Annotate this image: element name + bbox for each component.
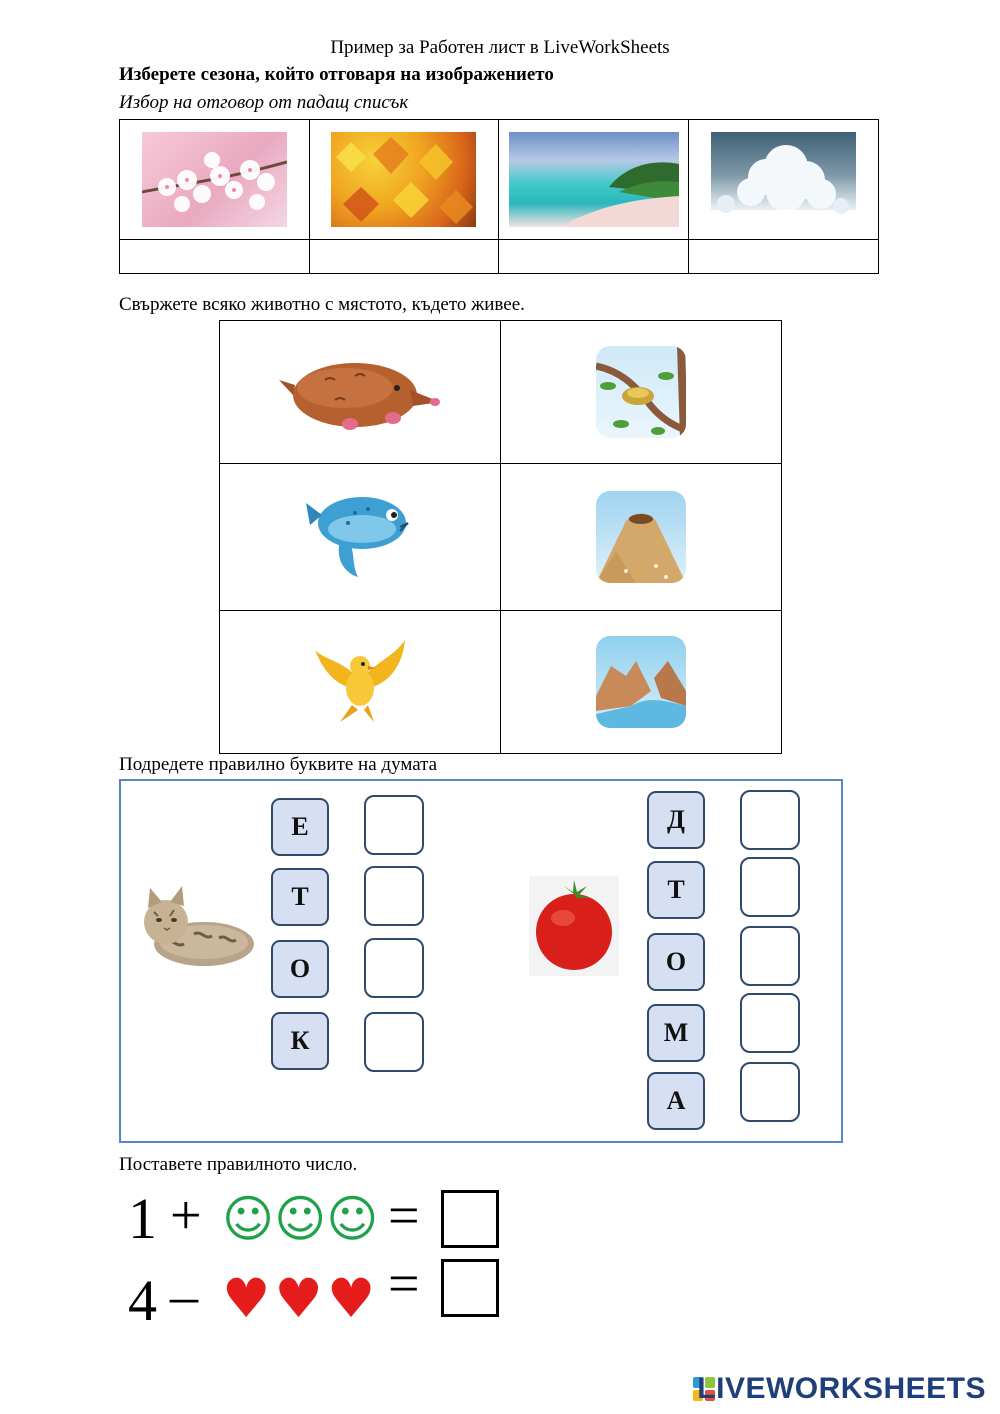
season-cell-2: [309, 120, 499, 240]
letter-tile[interactable]: Т: [271, 868, 329, 926]
habitat-cell-molehill[interactable]: [501, 464, 782, 611]
season-cell-4: [689, 120, 879, 240]
fish-picture[interactable]: [300, 485, 420, 585]
letter-slot[interactable]: [740, 1062, 800, 1122]
season-answer-4[interactable]: [689, 240, 879, 274]
eq1-operator: +: [170, 1185, 202, 1247]
letter-slot[interactable]: [364, 1012, 424, 1072]
letter-tile[interactable]: Е: [271, 798, 329, 856]
seasons-heading: Изберете сезона, който отговаря на изображението: [119, 64, 554, 85]
letter-slot[interactable]: [364, 795, 424, 855]
smiley-icon: ☺: [274, 1190, 327, 1248]
heart-icon: ♥: [274, 1267, 323, 1330]
letter-slot[interactable]: [364, 938, 424, 998]
autumn-leaves-photo: [331, 132, 476, 227]
heart-icon: ♥: [326, 1267, 376, 1330]
eq2-hearts: [222, 1267, 376, 1330]
snowy-tree-photo: [711, 132, 856, 227]
river-in-mountains-picture[interactable]: [596, 636, 686, 728]
smiley-icon: ☺: [222, 1190, 275, 1248]
smiley-icon: ☺: [326, 1190, 379, 1248]
letter-tile[interactable]: К: [271, 1012, 329, 1070]
cat-photo: [124, 872, 258, 972]
document-title: Пример за Работен лист в LiveWorkSheets: [330, 37, 670, 58]
letter-tile[interactable]: О: [271, 940, 329, 998]
letter-slot[interactable]: [740, 790, 800, 850]
animal-cell-fish[interactable]: [220, 464, 501, 611]
seasons-table: [119, 119, 879, 274]
letter-tile[interactable]: Д: [647, 791, 705, 849]
season-cell-1: [120, 120, 310, 240]
season-answer-2[interactable]: [309, 240, 499, 274]
letter-slot[interactable]: [364, 866, 424, 926]
tomato-photo: [529, 876, 619, 976]
mole-picture[interactable]: [275, 340, 445, 440]
heart-icon: ♥: [222, 1267, 271, 1330]
eq2-operator: –: [170, 1265, 198, 1327]
math-heading: Поставете правилното число.: [119, 1154, 358, 1175]
cherry-blossom-photo: [142, 132, 287, 227]
animal-cell-bird[interactable]: [220, 611, 501, 754]
season-answer-3[interactable]: [499, 240, 689, 274]
nest-in-tree-picture[interactable]: [596, 346, 686, 438]
letter-tile[interactable]: М: [647, 1004, 705, 1062]
letter-slot[interactable]: [740, 857, 800, 917]
seasons-instruction: Избор на отговор от падащ списък: [119, 92, 409, 113]
letter-tile[interactable]: О: [647, 933, 705, 991]
tropical-beach-photo: [509, 132, 679, 227]
liveworksheets-brand: LIVEWORKSHEETS: [697, 1372, 986, 1405]
letters-heading: Подредете правилно буквите на думата: [119, 754, 438, 775]
eq1-equals: =: [388, 1185, 420, 1247]
eq2-number: 4: [128, 1268, 157, 1333]
animal-cell-mole[interactable]: [220, 321, 501, 464]
molehill-picture[interactable]: [596, 491, 686, 583]
bird-picture[interactable]: [310, 630, 410, 730]
season-answer-1[interactable]: [120, 240, 310, 274]
letter-slot[interactable]: [740, 993, 800, 1053]
eq1-number: 1: [128, 1186, 157, 1251]
season-cell-3: [499, 120, 689, 240]
eq2-equals: =: [388, 1253, 420, 1315]
letter-slot[interactable]: [740, 926, 800, 986]
letter-tile[interactable]: Т: [647, 861, 705, 919]
animals-table: [219, 320, 782, 754]
eq1-smileys: [222, 1190, 379, 1248]
eq2-answer-box[interactable]: [441, 1259, 499, 1317]
eq1-answer-box[interactable]: [441, 1190, 499, 1248]
letter-tile[interactable]: А: [647, 1072, 705, 1130]
animals-heading: Свържете всяко животно с мястото, където живее.: [119, 294, 525, 315]
habitat-cell-river[interactable]: [501, 611, 782, 754]
habitat-cell-nest[interactable]: [501, 321, 782, 464]
